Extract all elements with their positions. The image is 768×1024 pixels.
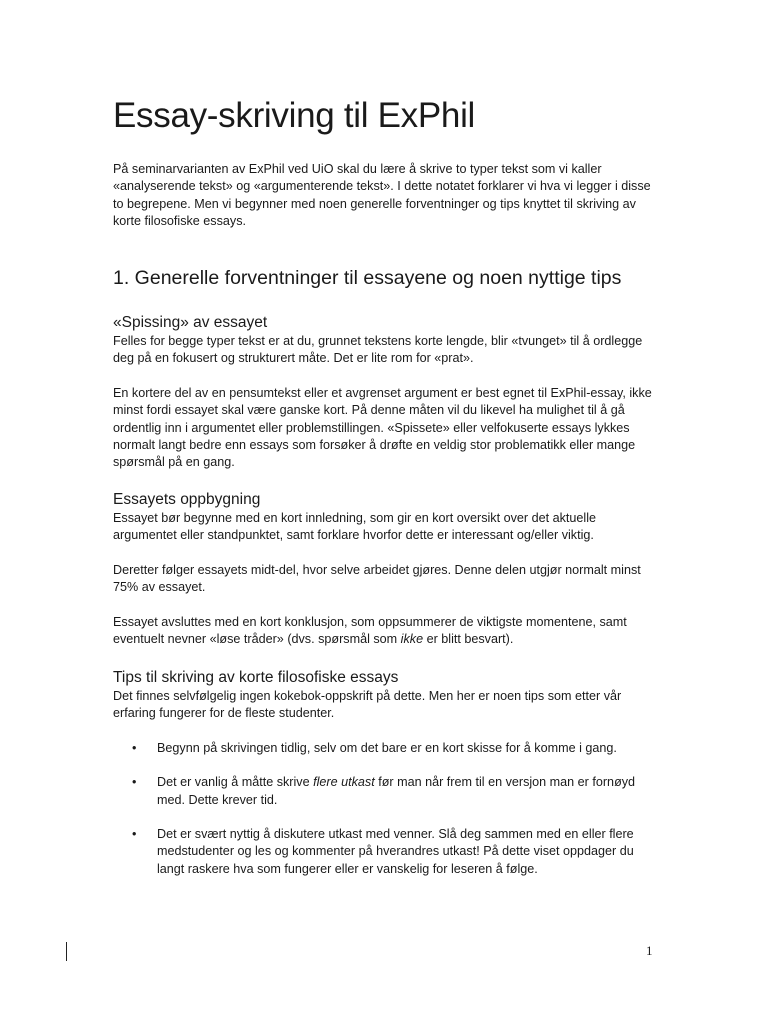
oppbygning-section bbox=[113, 490, 653, 648]
oppbygning-paragraph-3 bbox=[113, 614, 653, 649]
spissing-paragraph-1: Felles for begge typer tekst er at du, grunnet tekstens korte lengde, blir «tvunget» til å ordlegge deg på en fokusert og strukturert måte. Det er lite rom for «prat». bbox=[113, 334, 643, 366]
intro-section bbox=[113, 161, 653, 231]
tips-list bbox=[113, 740, 653, 878]
tips-list-item-1 bbox=[113, 740, 653, 757]
bullet-icon: • bbox=[132, 740, 137, 755]
tips-heading: Tips til skriving av korte filosofiske essays bbox=[113, 669, 399, 686]
oppbygning-paragraph-1: Essayet bør begynne med en kort innledning, som gir en kort oversikt over det aktuelle argumentet eller standpunktet, samt forklare hvorfor dette er interessant og/eller viktig. bbox=[113, 511, 597, 543]
spissing-paragraph-2: En kortere del av en pensumtekst eller et avgrenset argument er best egnet til ExPhil-essay, ikke minst fordi essayet skal være ganske kort. På denne måten vil du likevel ha mulighet til å gå ordentlig inn i argumentet eller problemstillingen. «Spissete» eller velfokuserte essays lykkes normalt langt bedre enn essays som forsøker å drøfte en veldig stor problematikk eller mange spørsmål på en gang. bbox=[113, 385, 652, 470]
bullet-icon: • bbox=[132, 827, 137, 842]
oppbygning-p3-text-end: er blitt besvart). bbox=[423, 632, 514, 647]
oppbygning-paragraph-2: Deretter følger essayets midt-del, hvor selve arbeidet gjøres. Denne delen utgjør normalt minst 75% av essayet. bbox=[113, 562, 641, 595]
spissing-section bbox=[113, 313, 653, 472]
tips-list-item-2 bbox=[113, 774, 653, 809]
document-title: Essay-skriving til ExPhil bbox=[113, 96, 476, 135]
oppbygning-heading: Essayets oppbygning bbox=[113, 491, 261, 508]
tips-list-item-3 bbox=[113, 826, 653, 878]
margin-bar bbox=[66, 942, 67, 961]
tips-list-item-3-text: Det er svært nyttig å diskutere utkast med venner. Slå deg sammen med en eller flere medstudenter og les og kommenter på hverandres utkast! På dette viset oppdager du langt raskere hva som fungerer eller er vanskelig for leseren å følge. bbox=[157, 827, 634, 876]
spissing-heading: «Spissing» av essayet bbox=[113, 314, 268, 331]
tips-section bbox=[113, 668, 653, 878]
bullet-icon: • bbox=[132, 775, 137, 790]
page-number: 1 bbox=[646, 943, 653, 958]
tips-list-item-2-text-end: før man når frem til en versjon man er fornøyd med. Dette krever tid. bbox=[157, 775, 636, 807]
tips-paragraph: Det finnes selvfølgelig ingen kokebok-oppskrift på dette. Men her er noen tips som etter vår erfaring fungerer for de fleste studenter. bbox=[113, 689, 622, 721]
oppbygning-p3-emphasis: ikke bbox=[400, 632, 424, 647]
oppbygning-p3-text-start: Essayet avsluttes med en kort konklusjon, som oppsummerer de viktigste momentene, samt eventuelt nevner «løse tråder» (dvs. spørsmål som bbox=[113, 614, 627, 647]
tips-list-item-1-text: Begynn på skrivingen tidlig, selv om det bare er en kort skisse for å komme i gang. bbox=[157, 740, 617, 755]
intro-paragraph: På seminarvarianten av ExPhil ved UiO skal du lære å skrive to typer tekst som vi kaller «analyserende tekst» og «argumenterende tekst». I dette notatet forklarer vi hva vi legger i disse to begrepene. Men vi begynner med noen generelle forventninger og tips knyttet til skriving av korte filosofiske essays. bbox=[113, 162, 651, 229]
tips-list-item-2-emphasis: flere utkast bbox=[313, 775, 375, 790]
tips-list-item-2-text-start: Det er vanlig å måtte skrive bbox=[157, 775, 314, 790]
section-1-heading: 1. Generelle forventninger til essayene og noen nyttige tips bbox=[113, 267, 622, 289]
